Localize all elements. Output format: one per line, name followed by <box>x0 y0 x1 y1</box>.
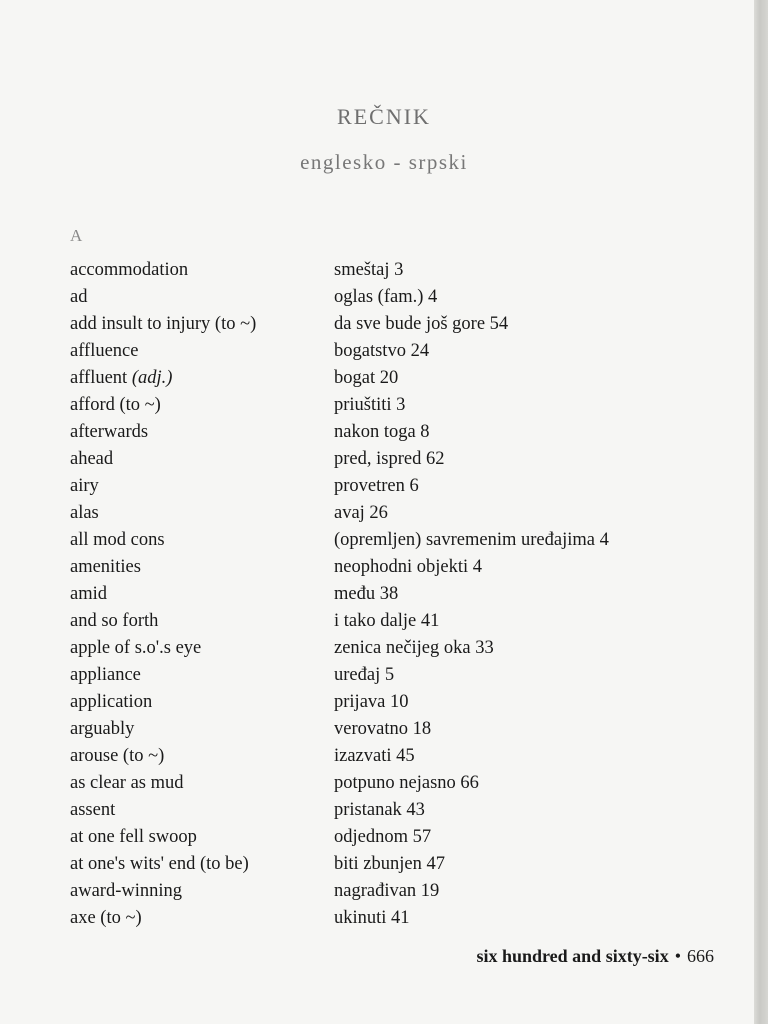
entry-translation: (opremljen) savremenim uređajima 4 <box>334 530 609 550</box>
entry-term <box>70 338 334 365</box>
entry-term <box>70 392 334 419</box>
entry-term-text: alas <box>70 503 99 523</box>
dictionary-entry-list <box>70 257 730 932</box>
entry-translation: uređaj 5 <box>334 665 395 685</box>
dictionary-entry <box>70 878 730 905</box>
entry-term-text: assent <box>70 800 116 820</box>
dictionary-entry <box>70 257 730 284</box>
entry-term <box>70 851 334 878</box>
entry-translation: odjednom 57 <box>334 827 432 847</box>
dictionary-entry <box>70 473 730 500</box>
footer-bullet: • <box>674 946 681 966</box>
entry-term <box>70 419 334 446</box>
dictionary-entry <box>70 284 730 311</box>
entry-term <box>70 905 334 932</box>
entry-term <box>70 446 334 473</box>
page-footer <box>476 946 714 967</box>
entry-term <box>70 257 334 284</box>
dictionary-entry <box>70 392 730 419</box>
entry-term-text: at one's wits' end (to be) <box>70 854 249 874</box>
entry-term <box>70 311 334 338</box>
entry-translation: neophodni objekti 4 <box>334 557 482 577</box>
page-title: REČNIK <box>337 104 431 129</box>
entry-term <box>70 797 334 824</box>
dictionary-entry <box>70 446 730 473</box>
entry-term-text: afford (to ~) <box>70 395 161 415</box>
entry-term <box>70 878 334 905</box>
entry-term-text: afterwards <box>70 422 149 442</box>
entry-translation: izazvati 45 <box>334 746 415 766</box>
page-number: 666 <box>687 946 714 966</box>
entry-term-text: amenities <box>70 557 141 577</box>
entry-translation: zenica nečijeg oka 33 <box>334 638 494 658</box>
entry-translation: smeštaj 3 <box>334 260 404 280</box>
dictionary-entry <box>70 338 730 365</box>
entry-translation: pred, ispred 62 <box>334 449 445 469</box>
dictionary-entry <box>70 500 730 527</box>
entry-grammar-note: (adj.) <box>131 368 173 388</box>
entry-term-text: affluence <box>70 341 139 361</box>
dictionary-entry <box>70 770 730 797</box>
entry-term-text: application <box>70 692 153 712</box>
entry-term-text: appliance <box>70 665 141 685</box>
dictionary-entry <box>70 581 730 608</box>
dictionary-entry <box>70 905 730 932</box>
entry-translation: bogatstvo 24 <box>334 341 430 361</box>
entry-translation: biti zbunjen 47 <box>334 854 445 874</box>
page-number-words: six hundred and sixty-six <box>476 946 669 966</box>
entry-term-text: airy <box>70 476 99 496</box>
entry-translation: avaj 26 <box>334 503 388 523</box>
entry-term-text: at one fell swoop <box>70 827 197 847</box>
dictionary-entry <box>70 797 730 824</box>
dictionary-entry <box>70 689 730 716</box>
entry-term-text: as clear as mud <box>70 773 184 793</box>
entry-term-text: axe (to ~) <box>70 908 142 928</box>
entry-translation: ukinuti 41 <box>334 908 410 928</box>
dictionary-entry <box>70 608 730 635</box>
dictionary-entry <box>70 824 730 851</box>
entry-term-text: all mod cons <box>70 530 165 550</box>
entry-translation: provetren 6 <box>334 476 419 496</box>
dictionary-entry <box>70 554 730 581</box>
entry-translation: među 38 <box>334 584 399 604</box>
entry-term-text: ahead <box>70 449 114 469</box>
entry-translation: prijava 10 <box>334 692 409 712</box>
entry-term <box>70 527 334 554</box>
entry-term <box>70 473 334 500</box>
dictionary-entry <box>70 365 730 392</box>
entry-term <box>70 608 334 635</box>
entry-term <box>70 743 334 770</box>
entry-term <box>70 716 334 743</box>
entry-term-text: apple of s.o'.s eye <box>70 638 202 658</box>
dictionary-entry <box>70 716 730 743</box>
entry-translation: nagrađivan 19 <box>334 881 440 901</box>
entry-translation: potpuno nejasno 66 <box>334 773 479 793</box>
page-subtitle: englesko - srpski <box>300 150 468 174</box>
entry-term <box>70 581 334 608</box>
entry-term <box>70 554 334 581</box>
entry-term-text: amid <box>70 584 107 604</box>
entry-term-text: ad <box>70 287 88 307</box>
entry-translation: priuštiti 3 <box>334 395 406 415</box>
entry-translation: nakon toga 8 <box>334 422 430 442</box>
entry-term <box>70 365 334 392</box>
entry-term-text: accommodation <box>70 260 189 280</box>
dictionary-entry <box>70 662 730 689</box>
entry-translation: da sve bude još gore 54 <box>334 314 509 334</box>
entry-term-text: arguably <box>70 719 135 739</box>
entry-term <box>70 689 334 716</box>
entry-translation: oglas (fam.) 4 <box>334 287 438 307</box>
entry-term-text: affluent <box>70 368 132 388</box>
entry-term-text: award-winning <box>70 881 182 901</box>
entry-term <box>70 770 334 797</box>
dictionary-entry <box>70 743 730 770</box>
entry-term-text: arouse (to ~) <box>70 746 165 766</box>
dictionary-entry <box>70 311 730 338</box>
entry-term-text: and so forth <box>70 611 159 631</box>
section-letter: A <box>70 226 83 245</box>
entry-translation: bogat 20 <box>334 368 399 388</box>
dictionary-entry <box>70 635 730 662</box>
entry-translation: pristanak 43 <box>334 800 425 820</box>
entry-term-text: add insult to injury (to ~) <box>70 314 257 334</box>
dictionary-entry <box>70 851 730 878</box>
dictionary-entry <box>70 419 730 446</box>
entry-term <box>70 635 334 662</box>
entry-term <box>70 500 334 527</box>
entry-term <box>70 662 334 689</box>
entry-term <box>70 284 334 311</box>
entry-translation: verovatno 18 <box>334 719 432 739</box>
entry-translation: i tako dalje 41 <box>334 611 440 631</box>
entry-term <box>70 824 334 851</box>
dictionary-entry <box>70 527 730 554</box>
